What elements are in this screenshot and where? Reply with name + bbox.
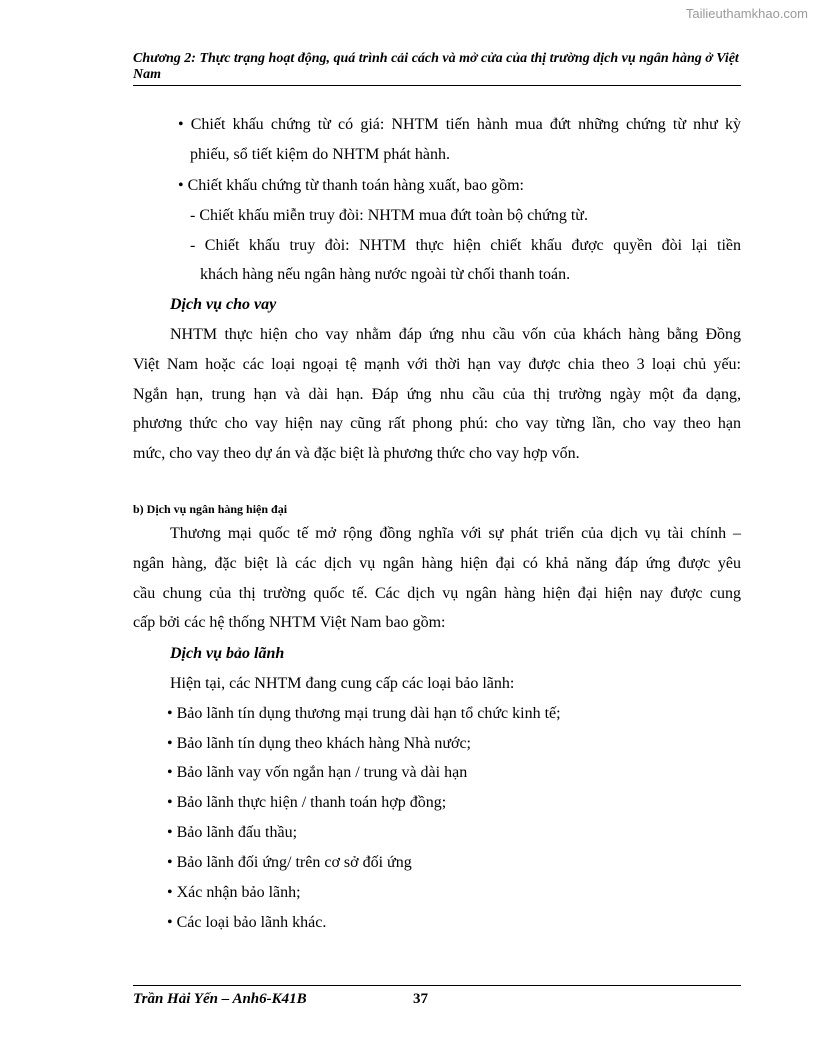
- footer-divider: [133, 985, 741, 986]
- page-number: 37: [413, 991, 428, 1007]
- paragraph-line: mức, cho vay theo dự án và đặc biệt là phương thức cho vay hợp vốn.: [133, 445, 580, 462]
- heading-modern-banking: b) Dịch vụ ngân hàng hiện đại: [133, 502, 288, 516]
- paragraph-line: cầu chung của thị trường quốc tế. Các dịch vụ ngân hàng hiện đại hiện nay được cung: [133, 585, 741, 602]
- page-header: Chương 2: Thực trạng hoạt động, quá trình cải cách và mở cửa của thị trường dịch vụ ngân hàng ở Việt Nam: [133, 51, 741, 86]
- paragraph-line: Ngắn hạn, trung hạn và dài hạn. Đáp ứng nhu cầu của thị trường ngày một đa dạng,: [133, 386, 741, 403]
- footer-author: Trần Hải Yến – Anh6-K41B: [133, 991, 307, 1007]
- paragraph-line: phương thức cho vay hiện nay cũng rất phong phú: cho vay từng lần, cho vay theo hạn: [133, 415, 741, 432]
- bullet-discount-valuable-papers-cont: phiếu, sổ tiết kiệm do NHTM phát hành.: [190, 146, 450, 163]
- dash-with-recourse-cont: khách hàng nếu ngân hàng nước ngoài từ chối thanh toán.: [200, 266, 571, 283]
- list-item: • Bảo lãnh đấu thầu;: [167, 824, 298, 841]
- list-item: • Bảo lãnh tín dụng thương mại trung dài hạn tổ chức kinh tế;: [167, 705, 561, 722]
- list-item: • Bảo lãnh vay vốn ngắn hạn / trung và dài hạn: [167, 764, 468, 781]
- bullet-discount-valuable-papers: • Chiết khấu chứng từ có giá: NHTM tiến hành mua đứt những chứng từ như kỳ: [178, 116, 741, 133]
- watermark: Tailieuthamkhao.com: [685, 6, 808, 21]
- list-item: • Bảo lãnh đối ứng/ trên cơ sở đối ứng: [167, 854, 412, 871]
- list-item: • Xác nhận bảo lãnh;: [167, 884, 301, 901]
- paragraph-line: Thương mại quốc tế mở rộng đồng nghĩa với sự phát triển của dịch vụ tài chính –: [170, 525, 741, 542]
- heading-lending-service: Dịch vụ cho vay: [170, 296, 277, 313]
- paragraph-line: NHTM thực hiện cho vay nhằm đáp ứng nhu cầu vốn của khách hàng bằng Đồng: [170, 326, 741, 343]
- dash-without-recourse: - Chiết khấu miễn truy đòi: NHTM mua đứt toàn bộ chứng từ.: [190, 207, 588, 224]
- paragraph-line: cấp bởi các hệ thống NHTM Việt Nam bao gồm:: [133, 614, 446, 631]
- bullet-discount-export-docs: • Chiết khấu chứng từ thanh toán hàng xuất, bao gồm:: [178, 177, 524, 194]
- dash-with-recourse: - Chiết khấu truy đòi: NHTM thực hiện chiết khấu được quyền đòi lại tiền: [190, 237, 741, 254]
- heading-guarantee-service: Dịch vụ bảo lãnh: [170, 645, 285, 662]
- paragraph-line: ngân hàng, đặc biệt là các dịch vụ ngân hàng hiện đại có khả năng đáp ứng được yêu: [133, 555, 741, 572]
- list-item: • Bảo lãnh thực hiện / thanh toán hợp đồng;: [167, 794, 447, 811]
- list-item: • Bảo lãnh tín dụng theo khách hàng Nhà nước;: [167, 735, 471, 752]
- list-item: • Các loại bảo lãnh khác.: [167, 914, 327, 931]
- guarantee-intro: Hiện tại, các NHTM đang cung cấp các loại bảo lãnh:: [170, 675, 515, 692]
- paragraph-line: Việt Nam hoặc các loại ngoại tệ mạnh với thời hạn vay được chia theo 3 loại chủ yếu:: [133, 356, 741, 373]
